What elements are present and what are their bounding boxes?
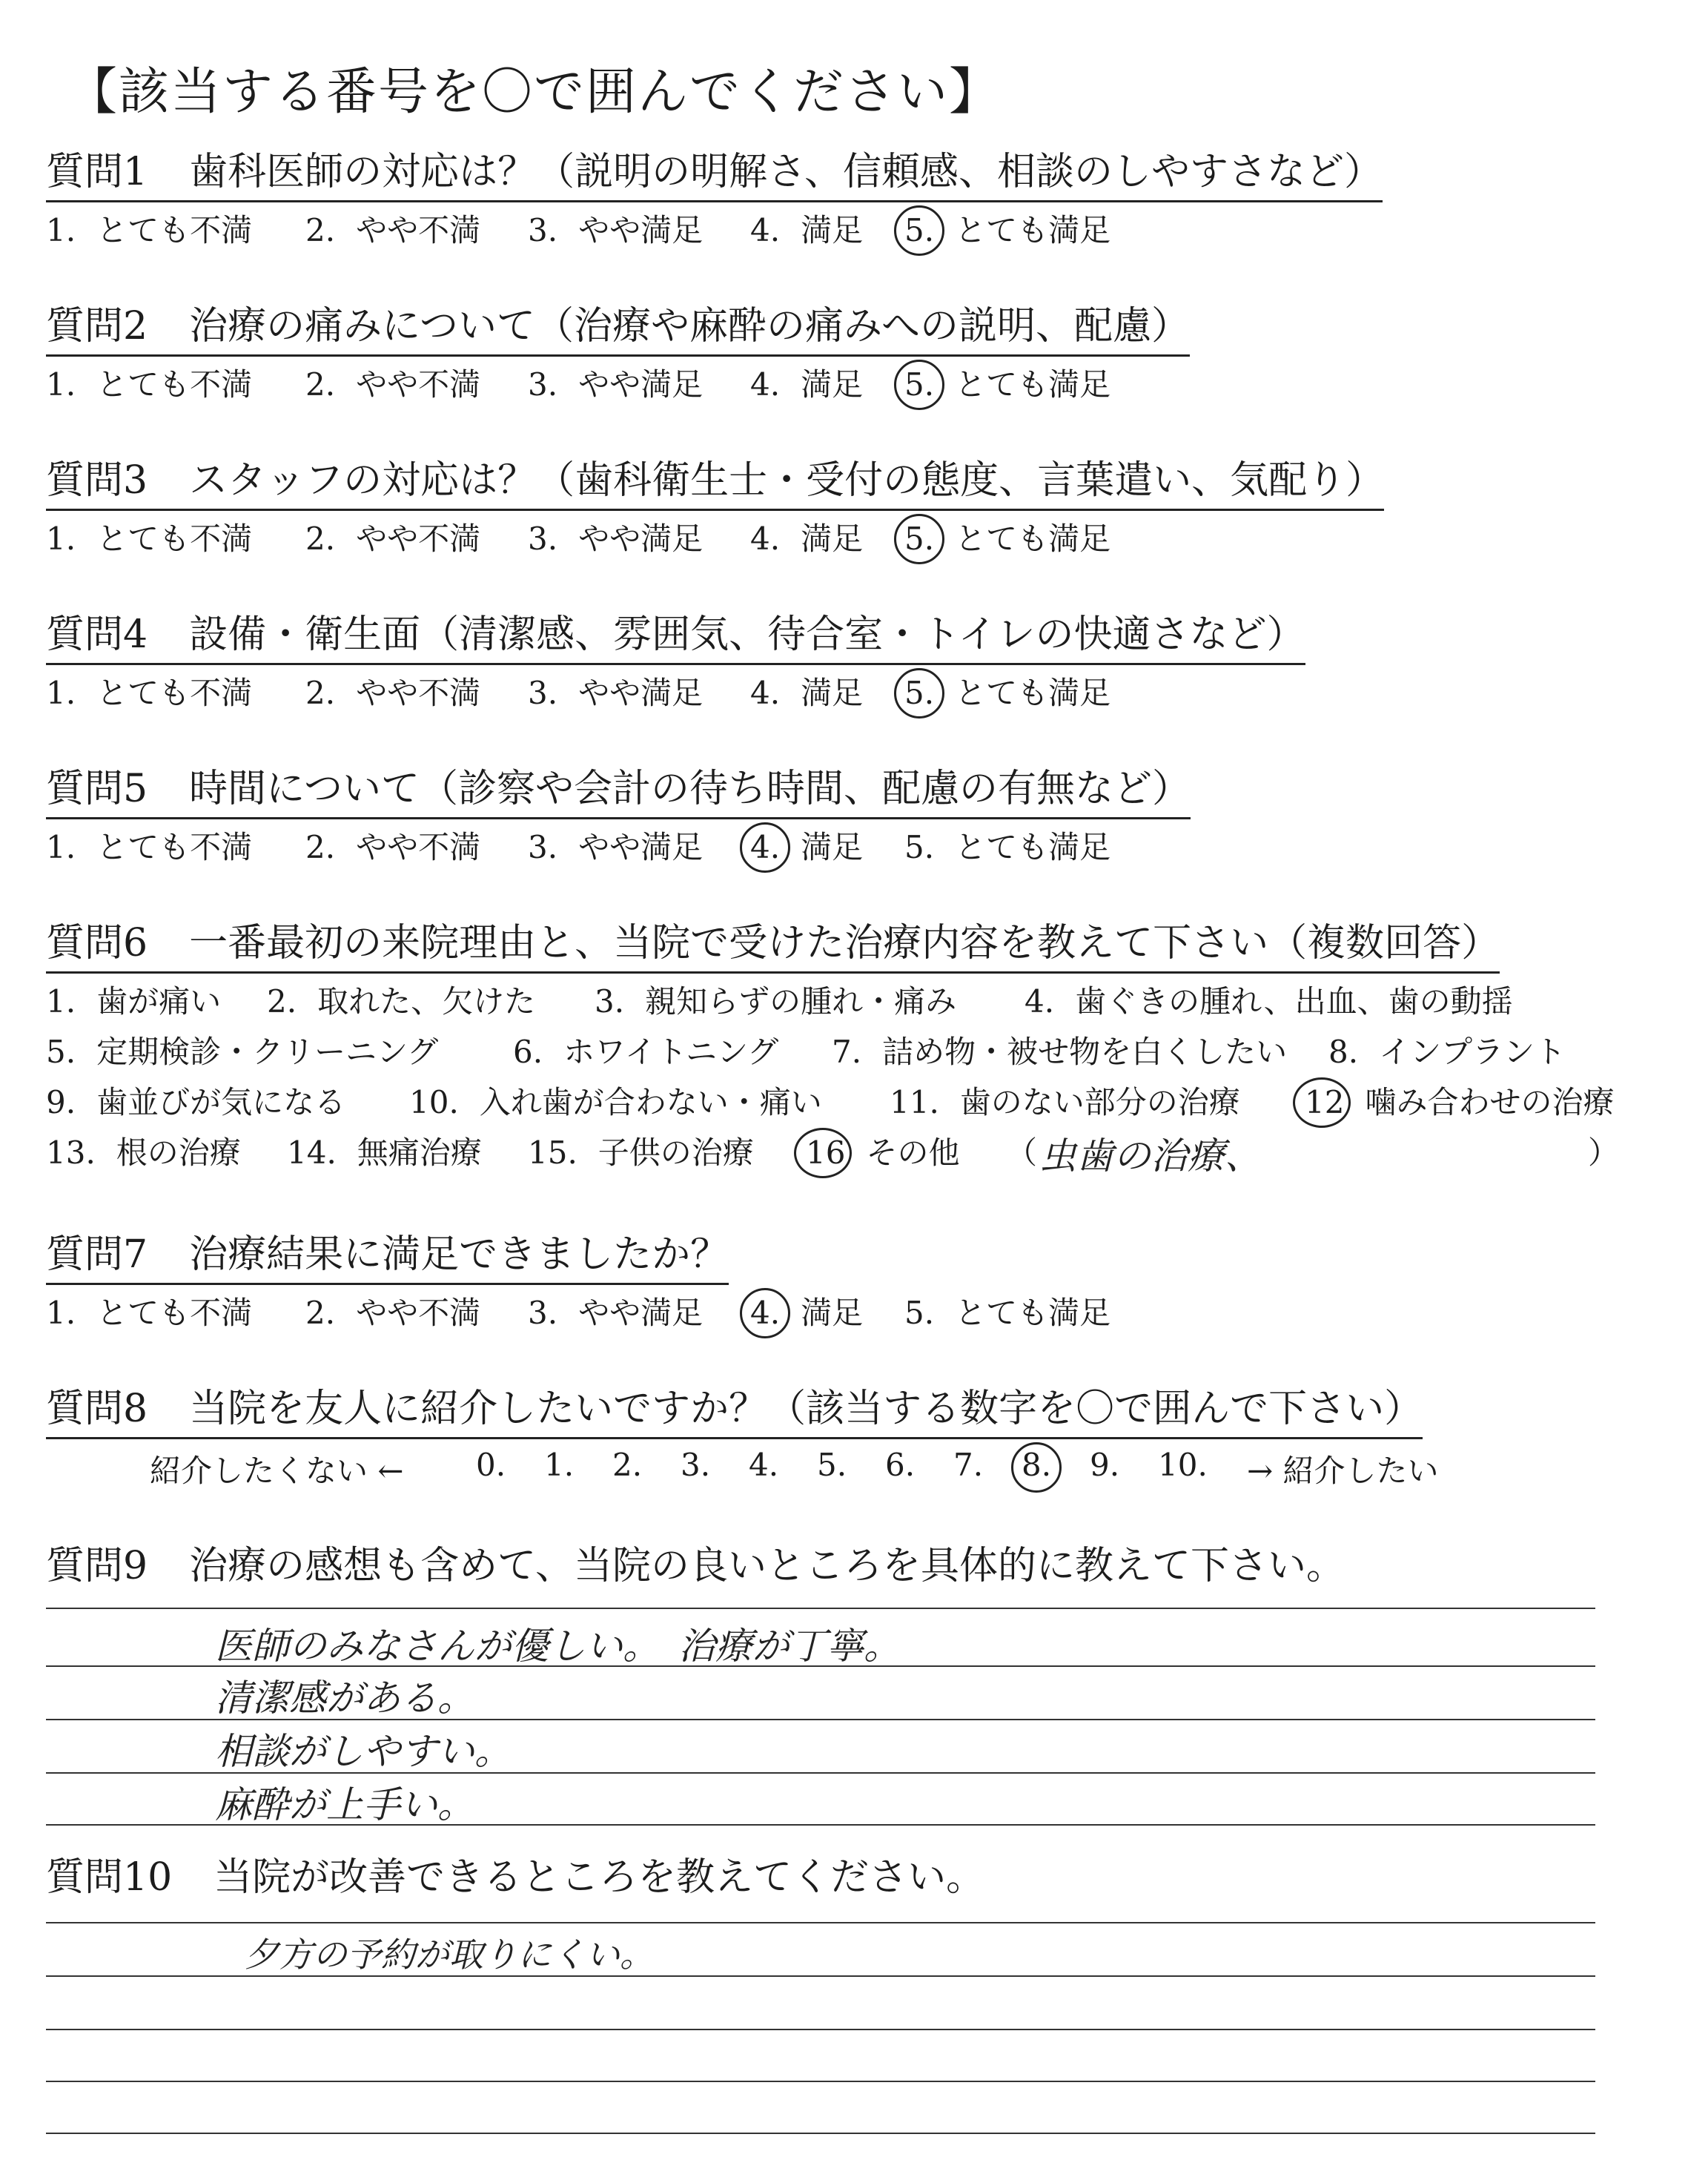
scale-2[interactable]: 2. bbox=[612, 1447, 643, 1483]
question-text: 当院を友人に紹介したいですか？（該当する数字を〇で囲んで下さい） bbox=[189, 1387, 1423, 1431]
scale-right-label: → 紹介したい bbox=[1247, 1453, 1439, 1489]
question-1-heading bbox=[46, 148, 1383, 202]
choice-5[interactable]: 5. とても満足 bbox=[904, 829, 1111, 865]
choice-row bbox=[46, 210, 1383, 263]
choice-1[interactable]: 1. とても不満 bbox=[46, 366, 253, 403]
choice-9[interactable]: 9. 歯並びが気になる bbox=[46, 1084, 346, 1120]
choice-5-circled[interactable]: 5. とても満足 bbox=[904, 210, 1110, 251]
question-number: 質問5 bbox=[46, 767, 148, 811]
question-text: スタッフの対応は？（歯科衛生士・受付の態度、言葉遣い、気配り） bbox=[189, 458, 1385, 503]
choice-3[interactable]: 3. 親知らずの腫れ・痛み bbox=[595, 983, 957, 1020]
question-text: 設備・衛生面（清潔感、雰囲気、待合室・トイレの快適さなど） bbox=[189, 612, 1305, 657]
choice-row bbox=[46, 827, 1191, 880]
choice-6[interactable]: 6. ホワイトニング bbox=[513, 1034, 779, 1070]
choice-15[interactable]: 15. 子供の治療 bbox=[528, 1135, 754, 1171]
question-10-heading bbox=[46, 1854, 984, 1906]
question-7-heading bbox=[46, 1231, 729, 1285]
choice-row bbox=[46, 673, 1305, 726]
choice-4[interactable]: 4. 満足 bbox=[750, 212, 864, 248]
scale-left-label: 紹介したくない ← bbox=[150, 1453, 404, 1489]
question-2-heading bbox=[46, 303, 1190, 357]
choice-4[interactable]: 4. 満足 bbox=[750, 366, 864, 403]
choice-4-circled[interactable]: 4. 満足 bbox=[750, 1292, 863, 1334]
choice-13[interactable]: 13. 根の治療 bbox=[46, 1135, 241, 1171]
question-text: 当院が改善できるところを教えてください。 bbox=[214, 1855, 985, 1900]
choice-3[interactable]: 3. やや満足 bbox=[528, 1295, 704, 1331]
scale-9[interactable]: 9. bbox=[1090, 1447, 1120, 1483]
scale-7[interactable]: 7. bbox=[953, 1447, 984, 1483]
choice-4[interactable]: 4. 満足 bbox=[750, 675, 864, 711]
choice-16-circled[interactable]: 16 その他 bbox=[806, 1132, 959, 1174]
question-4 bbox=[46, 611, 1305, 726]
q9-handwritten-answer-4[interactable]: 麻酔が上手い。 bbox=[215, 1783, 474, 1826]
choice-row bbox=[46, 1082, 1615, 1132]
choice-1[interactable]: 1. とても不満 bbox=[46, 675, 253, 711]
answer-line bbox=[46, 2081, 1595, 2082]
scale-8-circled[interactable]: 8. bbox=[1022, 1447, 1052, 1483]
question-3 bbox=[46, 457, 1384, 572]
choice-3[interactable]: 3. やや満足 bbox=[528, 212, 704, 248]
choice-4-circled[interactable]: 4. 満足 bbox=[750, 827, 863, 868]
choice-2[interactable]: 2. やや不満 bbox=[305, 675, 481, 711]
question-text: 時間について（診察や会計の待ち時間、配慮の有無など） bbox=[189, 767, 1191, 811]
question-4-heading bbox=[46, 611, 1305, 665]
q10-handwritten-answer-1[interactable]: 夕方の予約が取りにくい。 bbox=[245, 1935, 654, 1975]
page-title: 【該当する番号を〇で囲んでください】 bbox=[67, 63, 1002, 122]
question-number: 質問10 bbox=[46, 1855, 173, 1900]
choice-1[interactable]: 1. とても不満 bbox=[46, 1295, 253, 1331]
question-5 bbox=[46, 765, 1191, 880]
choice-5-circled[interactable]: 5. とても満足 bbox=[904, 673, 1110, 714]
q9-handwritten-answer-2[interactable]: 清潔感がある。 bbox=[215, 1677, 474, 1720]
choice-3[interactable]: 3. やや満足 bbox=[528, 366, 704, 403]
question-6 bbox=[46, 919, 1620, 1183]
question-number: 質問9 bbox=[46, 1544, 148, 1588]
scale-0[interactable]: 0. bbox=[476, 1447, 506, 1483]
answer-line bbox=[46, 1824, 1595, 1826]
question-number: 質問6 bbox=[46, 921, 148, 965]
scale-6[interactable]: 6. bbox=[885, 1447, 916, 1483]
scale-4[interactable]: 4. bbox=[749, 1447, 779, 1483]
choice-4[interactable]: 4. 満足 bbox=[750, 521, 864, 557]
choice-8[interactable]: 8. インプラント bbox=[1328, 1034, 1566, 1070]
answer-line bbox=[46, 1922, 1595, 1923]
recommend-scale bbox=[46, 1447, 1439, 1499]
choice-5-circled[interactable]: 5. とても満足 bbox=[904, 364, 1110, 406]
other-open-paren: （ bbox=[1006, 1135, 1038, 1171]
choice-4[interactable]: 4. 歯ぐきの腫れ、出血、歯の動揺 bbox=[1025, 983, 1513, 1020]
choice-row bbox=[46, 518, 1384, 572]
choice-row bbox=[46, 981, 1513, 1031]
question-8-heading bbox=[46, 1385, 1423, 1439]
choice-12-circled[interactable]: 12 噛み合わせの治療 bbox=[1305, 1082, 1614, 1123]
question-9-heading bbox=[46, 1542, 1345, 1594]
question-number: 質問3 bbox=[46, 458, 148, 503]
answer-line bbox=[46, 1665, 1595, 1667]
scale-10[interactable]: 10. bbox=[1158, 1447, 1208, 1483]
choice-row bbox=[46, 1031, 1566, 1082]
question-7 bbox=[46, 1231, 1111, 1346]
question-6-heading bbox=[46, 919, 1500, 974]
choice-11[interactable]: 11. 歯のない部分の治療 bbox=[890, 1084, 1240, 1120]
other-handwritten-answer[interactable]: 虫歯の治療、 bbox=[1039, 1135, 1262, 1178]
question-number: 質問8 bbox=[46, 1387, 148, 1431]
choice-5[interactable]: 5. とても満足 bbox=[904, 1295, 1111, 1331]
question-number: 質問2 bbox=[46, 304, 148, 349]
other-close-paren: ） bbox=[1588, 1135, 1620, 1171]
choice-10[interactable]: 10. 入れ歯が合わない・痛い bbox=[409, 1084, 822, 1120]
question-1 bbox=[46, 148, 1383, 263]
choice-2[interactable]: 2. やや不満 bbox=[305, 829, 481, 865]
choice-2[interactable]: 2. やや不満 bbox=[305, 212, 481, 248]
scale-5[interactable]: 5. bbox=[817, 1447, 847, 1483]
choice-5-circled[interactable]: 5. とても満足 bbox=[904, 518, 1110, 560]
question-9 bbox=[46, 1542, 1345, 1594]
question-8 bbox=[46, 1385, 1439, 1499]
question-5-heading bbox=[46, 765, 1191, 819]
question-10 bbox=[46, 1854, 984, 1906]
scale-1[interactable]: 1. bbox=[544, 1447, 575, 1483]
choice-14[interactable]: 14. 無痛治療 bbox=[287, 1135, 482, 1171]
question-text: 歯科医師の対応は？（説明の明解さ、信頼感、相談のしやすさなど） bbox=[189, 150, 1383, 194]
answer-line bbox=[46, 1772, 1595, 1774]
choice-1[interactable]: 1. 歯が痛い bbox=[46, 983, 222, 1020]
choice-2[interactable]: 2. やや不満 bbox=[305, 366, 481, 403]
question-number: 質問1 bbox=[46, 150, 148, 194]
question-number: 質問7 bbox=[46, 1232, 148, 1277]
choice-3[interactable]: 3. やや満足 bbox=[528, 521, 704, 557]
answer-line bbox=[46, 2133, 1595, 2134]
choice-7[interactable]: 7. 詰め物・被せ物を白くしたい bbox=[832, 1034, 1288, 1070]
question-text: 治療結果に満足できましたか？ bbox=[189, 1232, 729, 1277]
choice-3[interactable]: 3. やや満足 bbox=[528, 675, 704, 711]
choice-1[interactable]: 1. とても不満 bbox=[46, 521, 253, 557]
choice-1[interactable]: 1. とても不満 bbox=[46, 212, 253, 248]
answer-line bbox=[46, 2029, 1595, 2030]
answer-line bbox=[46, 1608, 1595, 1609]
choice-3[interactable]: 3. やや満足 bbox=[528, 829, 704, 865]
question-3-heading bbox=[46, 457, 1384, 511]
choice-row bbox=[46, 364, 1190, 417]
question-2 bbox=[46, 303, 1190, 417]
scale-3[interactable]: 3. bbox=[681, 1447, 711, 1483]
question-text: 治療の痛みについて（治療や麻酔の痛みへの説明、配慮） bbox=[189, 304, 1191, 349]
choice-2[interactable]: 2. 取れた、欠けた bbox=[267, 983, 536, 1020]
question-text: 治療の感想も含めて、当院の良いところを具体的に教えて下さい。 bbox=[189, 1544, 1345, 1588]
q9-handwritten-answer-1[interactable]: 医師のみなさんが優しい。 治療が丁寧。 bbox=[215, 1625, 901, 1668]
answer-line bbox=[46, 1975, 1595, 1977]
question-number: 質問4 bbox=[46, 612, 148, 657]
choice-row bbox=[46, 1132, 1620, 1183]
choice-1[interactable]: 1. とても不満 bbox=[46, 829, 253, 865]
choice-row bbox=[46, 1292, 1111, 1346]
multi-choice-grid bbox=[46, 981, 1620, 1183]
q9-handwritten-answer-3[interactable]: 相談がしやすい。 bbox=[215, 1730, 512, 1773]
question-text: 一番最初の来院理由と、当院で受けた治療内容を教えて下さい（複数回答） bbox=[189, 921, 1500, 965]
choice-2[interactable]: 2. やや不満 bbox=[305, 521, 481, 557]
choice-5[interactable]: 5. 定期検診・クリーニング bbox=[46, 1034, 439, 1070]
answer-line bbox=[46, 1719, 1595, 1720]
choice-2[interactable]: 2. やや不満 bbox=[305, 1295, 481, 1331]
